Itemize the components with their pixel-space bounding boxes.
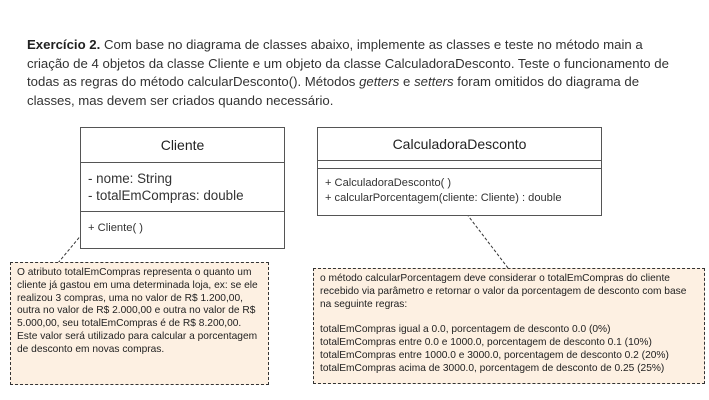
class-cliente-name: Cliente	[81, 128, 284, 163]
statement-part2: foram omitidos do diagrama de classes, mas devem ser criados quando necessário.	[27, 74, 640, 108]
class-calculadora-methods	[318, 169, 601, 206]
attribute-nome: - nome: String	[88, 171, 173, 186]
method-calcular-porcentagem: + calcularPorcentagem(cliente: Cliente) : double	[325, 192, 562, 204]
method-calculadora-constructor: + CalculadoraDesconto( )	[325, 177, 452, 189]
class-cliente	[80, 127, 285, 249]
class-cliente-methods	[81, 212, 284, 234]
class-cliente-attributes	[81, 163, 284, 212]
statement-part1: Com base no diagrama de classes abaixo, implemente as classes e teste no método main a criação de 4 objetos da classe Cliente e um objeto da classe CalculadoraDesconto. Teste o funcionamento de todas as regras do método calcularDesconto(). Métodos	[27, 37, 669, 89]
note-total-em-compras-text: O atributo totalEmCompras representa o quanto um cliente já gastou em uma determinada loja, ex: se ele realizou 3 compras, uma no valor de R$ 1.200,00, outra no valor de R$ 2.000,00 e outra no valor de R$ 5.000,00, seu totalEmCompras é de R$ 8.200,00. Este valor será utilizado para calcular a porcentagem de desconto em novas compras.	[17, 267, 258, 355]
method-cliente-constructor: + Cliente( )	[88, 222, 144, 234]
discount-rule: totalEmCompras entre 0.0 e 1000.0, porcentagem de desconto 0.1 (10%)	[320, 337, 652, 349]
note-calcular-porcentagem	[313, 268, 705, 384]
class-calculadora-desconto	[317, 127, 602, 216]
discount-rule: totalEmCompras acima de 3000.0, porcentagem de desconto de 0.25 (25%)	[320, 362, 665, 374]
exercise-heading: Exercício 2.	[27, 37, 101, 52]
discount-rule: totalEmCompras igual a 0.0, porcentagem de desconto 0.0 (0%)	[320, 324, 611, 336]
class-calculadora-name: CalculadoraDesconto	[318, 128, 601, 161]
note-calcular-porcentagem-text: o método calcularPorcentagem deve considerar o totalEmCompras do cliente recebido via parâmetro e retornar o valor da porcentagem de desconto com base na seguinte regras:	[320, 273, 687, 310]
class-calculadora-attributes	[318, 161, 601, 169]
setters-term: setters	[414, 74, 454, 89]
statement-and: e	[399, 74, 415, 89]
attribute-totalEmCompras: - totalEmCompras: double	[88, 188, 244, 203]
discount-rule: totalEmCompras entre 1000.0 e 3000.0, porcentagem de desconto 0.2 (20%)	[320, 349, 669, 361]
getters-term: getters	[359, 74, 400, 89]
note-total-em-compras	[10, 262, 269, 385]
